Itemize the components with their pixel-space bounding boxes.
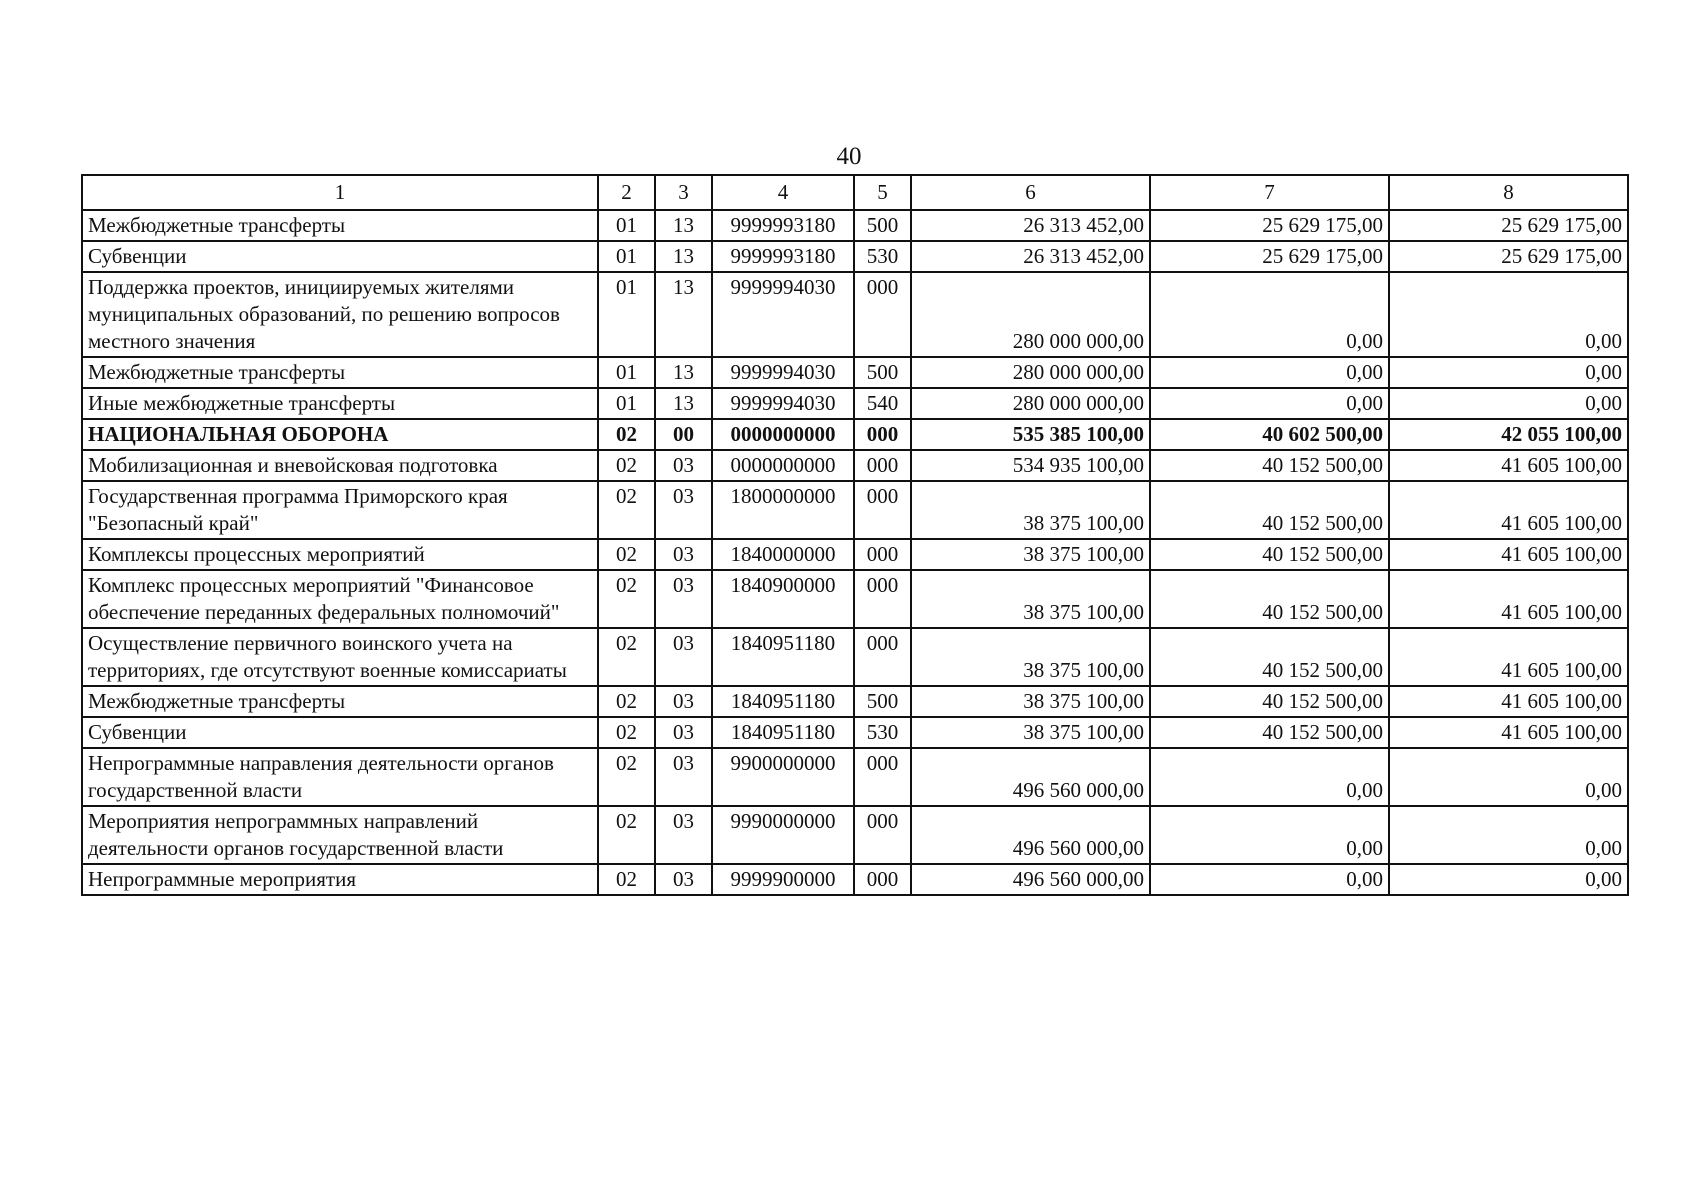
subsection-code-cell: 13	[655, 388, 712, 419]
amount-col6-cell: 496 560 000,00	[911, 748, 1150, 806]
target-code-cell: 9999994030	[712, 272, 854, 357]
header-cell: 2	[598, 175, 655, 210]
section-code-cell: 01	[598, 388, 655, 419]
expense-type-cell: 530	[854, 717, 911, 748]
target-code-cell: 9999993180	[712, 241, 854, 272]
header-cell: 1	[82, 175, 598, 210]
amount-col6-cell: 38 375 100,00	[911, 481, 1150, 539]
target-code-cell: 1840951180	[712, 717, 854, 748]
row-name-cell: Непрограммные направления деятельности органов государственной власти	[82, 748, 598, 806]
expense-type-cell: 000	[854, 864, 911, 895]
section-code-cell: 02	[598, 450, 655, 481]
amount-col6-cell: 38 375 100,00	[911, 686, 1150, 717]
header-cell: 3	[655, 175, 712, 210]
target-code-cell: 9999900000	[712, 864, 854, 895]
section-code-cell: 02	[598, 481, 655, 539]
table-row-section-total	[82, 419, 1628, 450]
amount-col8-cell: 0,00	[1389, 388, 1628, 419]
section-code-cell: 01	[598, 272, 655, 357]
amount-col6-cell: 38 375 100,00	[911, 570, 1150, 628]
header-cell: 7	[1150, 175, 1389, 210]
subsection-code-cell: 00	[655, 419, 712, 450]
amount-col6-cell: 38 375 100,00	[911, 717, 1150, 748]
amount-col8-cell: 25 629 175,00	[1389, 241, 1628, 272]
subsection-code-cell: 03	[655, 539, 712, 570]
table-row	[82, 241, 1628, 272]
amount-col6-cell: 38 375 100,00	[911, 539, 1150, 570]
row-name-cell: Иные межбюджетные трансферты	[82, 388, 598, 419]
expense-type-cell: 000	[854, 450, 911, 481]
section-code-cell: 02	[598, 864, 655, 895]
amount-col6-cell: 280 000 000,00	[911, 272, 1150, 357]
amount-col7-cell: 0,00	[1150, 748, 1389, 806]
table-row	[82, 717, 1628, 748]
amount-col8-cell: 41 605 100,00	[1389, 628, 1628, 686]
target-code-cell: 9999993180	[712, 210, 854, 241]
expense-type-cell: 000	[854, 570, 911, 628]
amount-col8-cell: 41 605 100,00	[1389, 481, 1628, 539]
amount-col7-cell: 0,00	[1150, 806, 1389, 864]
table-row	[82, 357, 1628, 388]
amount-col7-cell: 0,00	[1150, 357, 1389, 388]
amount-col8-cell: 41 605 100,00	[1389, 717, 1628, 748]
amount-col8-cell: 25 629 175,00	[1389, 210, 1628, 241]
amount-col8-cell: 0,00	[1389, 806, 1628, 864]
section-code-cell: 02	[598, 570, 655, 628]
row-name-cell: Поддержка проектов, инициируемых жителями муниципальных образований, по решению вопросов местного значения	[82, 272, 598, 357]
amount-col6-cell: 496 560 000,00	[911, 806, 1150, 864]
row-name-cell: НАЦИОНАЛЬНАЯ ОБОРОНА	[82, 419, 598, 450]
subsection-code-cell: 03	[655, 686, 712, 717]
header-cell: 8	[1389, 175, 1628, 210]
amount-col7-cell: 40 602 500,00	[1150, 419, 1389, 450]
amount-col7-cell: 40 152 500,00	[1150, 628, 1389, 686]
table-row	[82, 748, 1628, 806]
expense-type-cell: 540	[854, 388, 911, 419]
amount-col6-cell: 38 375 100,00	[911, 628, 1150, 686]
table-row	[82, 570, 1628, 628]
amount-col8-cell: 0,00	[1389, 272, 1628, 357]
section-code-cell: 02	[598, 686, 655, 717]
header-cell: 5	[854, 175, 911, 210]
header-row	[82, 175, 1628, 210]
subsection-code-cell: 03	[655, 628, 712, 686]
expense-type-cell: 000	[854, 481, 911, 539]
budget-table	[81, 174, 1629, 896]
amount-col8-cell: 0,00	[1389, 864, 1628, 895]
amount-col6-cell: 26 313 452,00	[911, 210, 1150, 241]
expense-type-cell: 500	[854, 686, 911, 717]
target-code-cell: 1840951180	[712, 686, 854, 717]
amount-col8-cell: 0,00	[1389, 748, 1628, 806]
amount-col6-cell: 534 935 100,00	[911, 450, 1150, 481]
row-name-cell: Непрограммные мероприятия	[82, 864, 598, 895]
expense-type-cell: 000	[854, 748, 911, 806]
amount-col8-cell: 41 605 100,00	[1389, 570, 1628, 628]
header-cell: 4	[712, 175, 854, 210]
target-code-cell: 9999994030	[712, 388, 854, 419]
subsection-code-cell: 13	[655, 241, 712, 272]
row-name-cell: Осуществление первичного воинского учета на территориях, где отсутствуют военные комиссариаты	[82, 628, 598, 686]
target-code-cell: 1840000000	[712, 539, 854, 570]
target-code-cell: 1840951180	[712, 628, 854, 686]
expense-type-cell: 000	[854, 628, 911, 686]
expense-type-cell: 000	[854, 272, 911, 357]
subsection-code-cell: 13	[655, 272, 712, 357]
amount-col7-cell: 40 152 500,00	[1150, 539, 1389, 570]
section-code-cell: 02	[598, 806, 655, 864]
subsection-code-cell: 03	[655, 717, 712, 748]
section-code-cell: 02	[598, 717, 655, 748]
subsection-code-cell: 03	[655, 806, 712, 864]
amount-col8-cell: 41 605 100,00	[1389, 539, 1628, 570]
page-number: 40	[836, 143, 862, 170]
row-name-cell: Межбюджетные трансферты	[82, 357, 598, 388]
target-code-cell: 0000000000	[712, 419, 854, 450]
row-name-cell: Комплексы процессных мероприятий	[82, 539, 598, 570]
table-row	[82, 388, 1628, 419]
amount-col6-cell: 535 385 100,00	[911, 419, 1150, 450]
header-cell: 6	[911, 175, 1150, 210]
section-code-cell: 02	[598, 748, 655, 806]
amount-col7-cell: 40 152 500,00	[1150, 481, 1389, 539]
amount-col7-cell: 40 152 500,00	[1150, 686, 1389, 717]
amount-col6-cell: 280 000 000,00	[911, 357, 1150, 388]
amount-col7-cell: 0,00	[1150, 272, 1389, 357]
amount-col8-cell: 41 605 100,00	[1389, 686, 1628, 717]
table-row	[82, 481, 1628, 539]
amount-col7-cell: 40 152 500,00	[1150, 570, 1389, 628]
amount-col6-cell: 26 313 452,00	[911, 241, 1150, 272]
target-code-cell: 9990000000	[712, 806, 854, 864]
amount-col8-cell: 0,00	[1389, 357, 1628, 388]
expense-type-cell: 530	[854, 241, 911, 272]
row-name-cell: Государственная программа Приморского края "Безопасный край"	[82, 481, 598, 539]
row-name-cell: Мероприятия непрограммных направлений деятельности органов государственной власти	[82, 806, 598, 864]
amount-col7-cell: 0,00	[1150, 388, 1389, 419]
row-name-cell: Межбюджетные трансферты	[82, 686, 598, 717]
table-row	[82, 628, 1628, 686]
amount-col7-cell: 40 152 500,00	[1150, 450, 1389, 481]
subsection-code-cell: 03	[655, 570, 712, 628]
table-row	[82, 539, 1628, 570]
subsection-code-cell: 13	[655, 210, 712, 241]
row-name-cell: Мобилизационная и вневойсковая подготовка	[82, 450, 598, 481]
amount-col7-cell: 0,00	[1150, 864, 1389, 895]
amount-col7-cell: 25 629 175,00	[1150, 210, 1389, 241]
expense-type-cell: 500	[854, 357, 911, 388]
target-code-cell: 1840900000	[712, 570, 854, 628]
row-name-cell: Межбюджетные трансферты	[82, 210, 598, 241]
table-row	[82, 210, 1628, 241]
table-row	[82, 450, 1628, 481]
expense-type-cell: 000	[854, 419, 911, 450]
target-code-cell: 1800000000	[712, 481, 854, 539]
amount-col7-cell: 25 629 175,00	[1150, 241, 1389, 272]
amount-col7-cell: 40 152 500,00	[1150, 717, 1389, 748]
subsection-code-cell: 03	[655, 481, 712, 539]
row-name-cell: Комплекс процессных мероприятий "Финансовое обеспечение переданных федеральных полномочий"	[82, 570, 598, 628]
subsection-code-cell: 13	[655, 357, 712, 388]
row-name-cell: Субвенции	[82, 717, 598, 748]
subsection-code-cell: 03	[655, 864, 712, 895]
expense-type-cell: 500	[854, 210, 911, 241]
expense-type-cell: 000	[854, 806, 911, 864]
amount-col6-cell: 280 000 000,00	[911, 388, 1150, 419]
amount-col6-cell: 496 560 000,00	[911, 864, 1150, 895]
section-code-cell: 01	[598, 210, 655, 241]
section-code-cell: 02	[598, 539, 655, 570]
subsection-code-cell: 03	[655, 450, 712, 481]
target-code-cell: 9999994030	[712, 357, 854, 388]
row-name-cell: Субвенции	[82, 241, 598, 272]
amount-col8-cell: 41 605 100,00	[1389, 450, 1628, 481]
amount-col8-cell: 42 055 100,00	[1389, 419, 1628, 450]
section-code-cell: 01	[598, 241, 655, 272]
table-row	[82, 806, 1628, 864]
target-code-cell: 9900000000	[712, 748, 854, 806]
section-code-cell: 02	[598, 419, 655, 450]
subsection-code-cell: 03	[655, 748, 712, 806]
table-row	[82, 864, 1628, 895]
target-code-cell: 0000000000	[712, 450, 854, 481]
section-code-cell: 02	[598, 628, 655, 686]
section-code-cell: 01	[598, 357, 655, 388]
table-row	[82, 272, 1628, 357]
table-row	[82, 686, 1628, 717]
expense-type-cell: 000	[854, 539, 911, 570]
table-body	[82, 210, 1628, 895]
